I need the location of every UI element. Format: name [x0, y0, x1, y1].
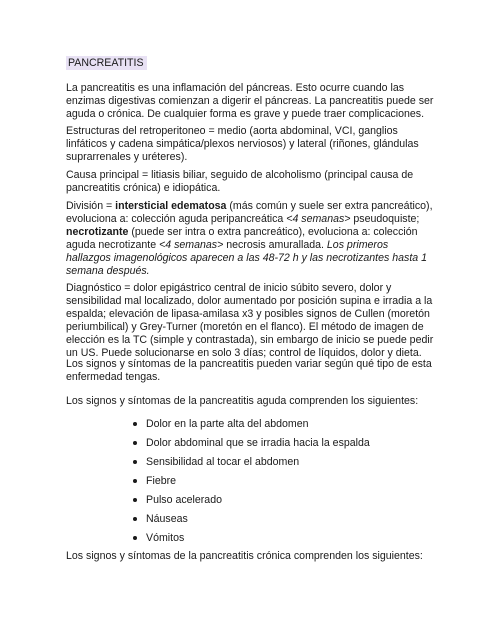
bullet-icon	[133, 460, 137, 464]
bullet-icon	[133, 498, 137, 502]
division-text-4: (puede ser intra o extra pancreático), evoluciona a: colección aguda necrotizante	[66, 226, 418, 251]
division-text-1: División =	[66, 200, 116, 212]
list-item-text: Náuseas	[146, 513, 188, 525]
variation-paragraph: Los signos y síntomas de la pancreatitis pueden variar según qué tipo de esta enfermedad tengas.	[66, 358, 432, 383]
intro-paragraph: La pancreatitis es una inflamación del páncreas. Esto ocurre cuando las enzimas digestivas comienzan a digerir el páncreas. La pancreatitis puede ser aguda o crónica. De cualquier forma es grave y puede traer complicaciones.	[66, 82, 434, 120]
bullet-icon	[133, 536, 137, 540]
division-text-5: necrosis amurallada.	[223, 239, 327, 251]
list-item	[146, 437, 370, 450]
division-paragraph	[66, 200, 434, 278]
division-italic-3: Los primeros hallazgos imagenológicos aparecen a las 48-72 h y las necrotizantes hasta 1 semana después.	[66, 239, 427, 277]
list-item-text: Dolor en la parte alta del abdomen	[146, 418, 309, 430]
list-item-text: Sensibilidad al tocar el abdomen	[146, 456, 300, 468]
list-item	[146, 513, 188, 526]
diagnosis-paragraph: Diagnóstico = dolor epigástrico central de inicio súbito severo, dolor y sensibilidad mal localizado, dolor aumentado por posición supina e irradia a la espalda; elevación de lipasa-amilasa x3 y posibles signos de Cullen (moretón periumbilical) y Grey-Turner (moretón en el flanco). El método de imagen de elección es la TC (simple y contrastada), sin embargo de inicio se puede pedir un US. Puede solucionarse en solo 3 días; control de líquidos, dolor y dieta.	[66, 282, 434, 359]
division-italic-1: <4 semanas>	[286, 213, 351, 225]
division-bold-2: necrotizante	[66, 226, 129, 238]
retroperitoneum-paragraph: Estructuras del retroperitoneo = medio (aorta abdominal, VCI, ganglios linfáticos y cadena simpática/plexos nerviosos) y lateral (riñones, glándulas suprarrenales y uréteres).	[66, 125, 419, 163]
list-item-text: Dolor abdominal que se irradia hacia la espalda	[146, 437, 370, 449]
chronic-intro-paragraph: Los signos y síntomas de la pancreatitis crónica comprenden los siguientes:	[66, 550, 423, 562]
list-item-text: Fiebre	[146, 475, 177, 487]
bullet-icon	[133, 517, 137, 521]
list-item-text: Vómitos	[146, 532, 185, 544]
list-item	[146, 456, 299, 469]
division-text-3: pseudoquiste;	[350, 213, 420, 225]
division-bold-1: intersticial edematosa	[115, 200, 227, 212]
list-item	[146, 532, 184, 545]
division-text-2: (más común y suele ser extra pancreático), evoluciona a: colección aguda peripancreática	[66, 200, 433, 225]
acute-intro-paragraph: Los signos y síntomas de la pancreatitis aguda comprenden los siguientes:	[66, 395, 419, 407]
bullet-icon	[133, 441, 137, 445]
document-title: PANCREATITIS	[66, 56, 147, 70]
division-italic-2: <4 semanas>	[159, 239, 224, 251]
list-item-text: Pulso acelerado	[146, 494, 222, 506]
cause-paragraph: Causa principal = litiasis biliar, seguido de alcoholismo (principal causa de pancreatitis crónica) e idiopática.	[66, 169, 414, 194]
list-item	[146, 418, 309, 431]
bullet-icon	[133, 479, 137, 483]
bullet-icon	[133, 422, 137, 426]
list-item	[146, 494, 222, 507]
list-item	[146, 475, 176, 488]
